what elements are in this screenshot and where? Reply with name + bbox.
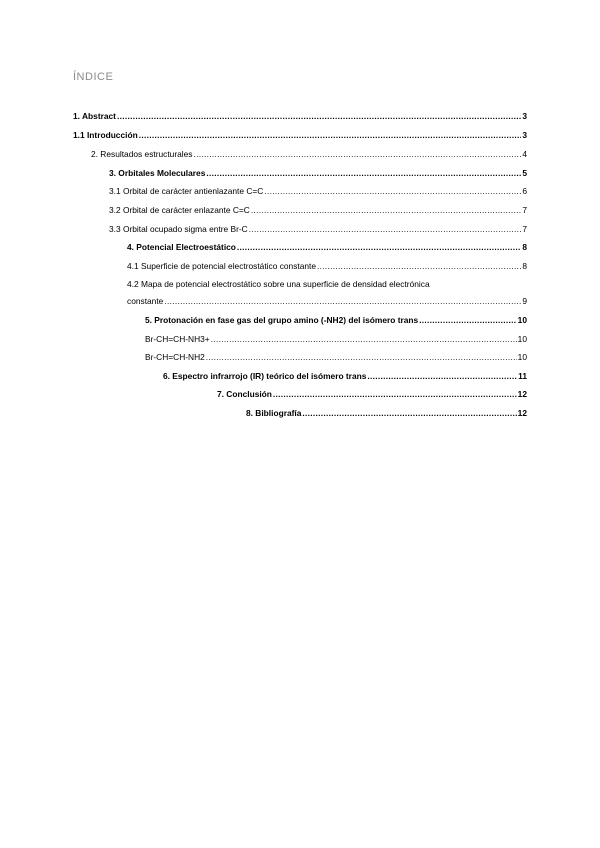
toc-entry-page: 10 <box>517 334 527 344</box>
toc-entry-title: 5. Protonación en fase gas del grupo amino (-NH2) del isómero trans <box>145 315 419 325</box>
toc-entry-abstract[interactable] <box>73 111 527 122</box>
dot-leader <box>117 111 521 122</box>
toc-entry-title: 4.2 Mapa de potencial electrostático sobre una superficie de densidad electrónica <box>127 279 430 289</box>
dot-leader <box>419 315 517 326</box>
toc-entry-page: 4 <box>522 149 527 159</box>
toc-entry-page: 7 <box>522 224 527 234</box>
toc-entry-conclusion[interactable] <box>217 389 527 400</box>
toc-entry-bibliografia[interactable] <box>217 408 527 419</box>
toc-entry-title: 2. Resultados estructurales <box>91 149 193 159</box>
toc-entry-title: 4. Potencial Electroestático <box>127 242 236 252</box>
toc-entry-title: 1.1 Introducción <box>73 130 138 140</box>
toc-entry-title-continued: constante <box>127 296 164 306</box>
toc-entry-title: 4.1 Superficie de potencial electrostático constante <box>127 261 317 271</box>
dot-leader <box>302 408 516 419</box>
dot-leader <box>164 296 521 307</box>
toc-entry-page: 6 <box>522 186 527 196</box>
toc-entry-title: Br-CH=CH-NH2 <box>145 352 205 362</box>
toc-entry-title: 3. Orbitales Moleculares <box>109 168 206 178</box>
dot-leader <box>251 205 522 216</box>
toc-entry-potencial[interactable] <box>127 242 527 253</box>
toc-entry-page: 12 <box>517 389 527 399</box>
toc-entry-page: 10 <box>517 352 527 362</box>
toc-entry-espectro[interactable] <box>163 371 527 382</box>
dot-leader <box>249 224 522 235</box>
dot-leader <box>273 389 517 400</box>
dot-leader <box>206 168 521 179</box>
toc-entry-title: 3.2 Orbital de carácter enlazante C=C <box>109 205 250 215</box>
dot-leader <box>206 352 517 363</box>
toc-entry-page: 12 <box>517 408 527 418</box>
toc-entry-resultados[interactable] <box>91 149 527 160</box>
toc-entry-protonacion[interactable] <box>145 315 527 326</box>
toc-entry-page: 3 <box>522 111 527 121</box>
toc-entry-3-1[interactable] <box>109 186 527 197</box>
toc-entry-title: 6. Espectro infrarrojo (IR) teórico del isómero trans <box>163 371 367 381</box>
toc-entry-title: 1. Abstract <box>73 111 116 121</box>
toc-entry-4-1[interactable] <box>127 261 527 272</box>
toc-entry-nh2[interactable] <box>145 352 527 363</box>
dot-leader <box>317 261 521 272</box>
toc-entry-page: 3 <box>522 130 527 140</box>
dot-leader <box>367 371 517 382</box>
toc-entry-page: 7 <box>522 205 527 215</box>
dot-leader <box>237 242 521 253</box>
dot-leader <box>193 149 521 160</box>
dot-leader <box>211 334 517 345</box>
toc-entry-title: Br-CH=CH-NH3+ <box>145 334 210 344</box>
toc-entry-4-2[interactable] <box>127 279 527 307</box>
toc-entry-page: 5 <box>522 168 527 178</box>
toc-entry-introduccion[interactable] <box>73 130 527 141</box>
toc-heading: ÍNDICE <box>73 71 114 83</box>
toc-entry-page: 11 <box>518 371 527 381</box>
toc-entry-title: 3.1 Orbital de carácter antienlazante C=C <box>109 186 264 196</box>
toc-entry-title: 8. Bibliografía <box>246 408 302 418</box>
toc-entry-page: 10 <box>517 315 527 325</box>
toc-entry-page: 8 <box>522 242 527 252</box>
toc-entry-page: 9 <box>522 296 527 306</box>
toc-entry-title: 3.3 Orbital ocupado sigma entre Br-C <box>109 224 248 234</box>
toc-entry-page: 8 <box>522 261 527 271</box>
dot-leader <box>139 130 522 141</box>
toc-entry-3-2[interactable] <box>109 205 527 216</box>
toc-entry-orbitales[interactable] <box>109 168 527 179</box>
toc-entry-nh3[interactable] <box>145 334 527 345</box>
dot-leader <box>264 186 521 197</box>
toc-entry-3-3[interactable] <box>109 224 527 235</box>
toc-entry-title: 7. Conclusión <box>217 389 272 399</box>
